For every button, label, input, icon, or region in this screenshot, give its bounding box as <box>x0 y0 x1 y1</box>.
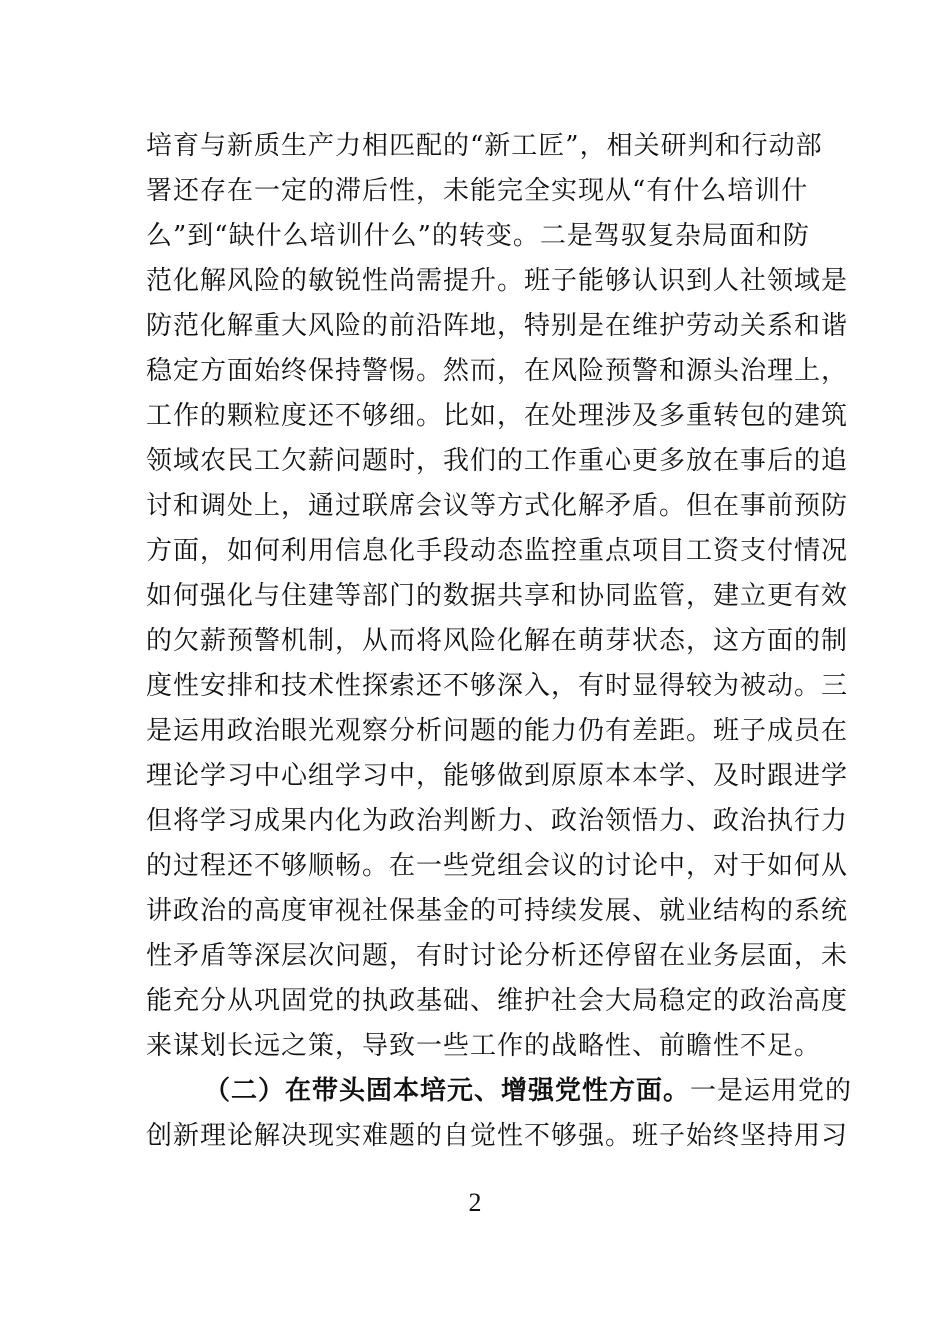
body-line-6: 稳定方面始终保持警惕。然而，在风险预警和源头治理上， <box>146 356 849 386</box>
body-line-9: 讨和调处上，通过联席会议等方式化解矛盾。但在事前预防 <box>146 491 849 521</box>
body-line-1: 培育与新质生产力相匹配的“新工匠”，相关研判和行动部 <box>146 131 823 161</box>
body-line-12: 的欠薪预警机制，从而将风险化解在萌芽状态，这方面的制 <box>146 626 849 656</box>
body-line-8: 领域农民工欠薪问题时，我们的工作重心更多放在事后的追 <box>146 446 849 476</box>
body-line-2: 署还存在一定的滞后性，未能完全实现从“有什么培训什 <box>146 176 809 206</box>
section-heading-line <box>204 1071 853 1111</box>
body-line-7: 工作的颗粒度还不够细。比如，在处理涉及多重转包的建筑 <box>146 401 849 431</box>
body-line-15: 理论学习中心组学习中，能够做到原原本本学、及时跟进学 <box>146 761 849 791</box>
body-line-21: 来谋划长远之策，导致一些工作的战略性、前瞻性不足。 <box>146 1031 822 1061</box>
section-heading-rest: 一是运用党的 <box>690 1076 853 1106</box>
body-line-11: 如何强化与住建等部门的数据共享和协同监管，建立更有效 <box>146 581 849 611</box>
body-line-10: 方面，如何利用信息化手段动态监控重点项目工资支付情况 <box>146 536 849 566</box>
body-line-18: 讲政治的高度审视社保基金的可持续发展、就业结构的系统 <box>146 896 849 926</box>
body-line-4: 范化解风险的敏锐性尚需提升。班子能够认识到人社领域是 <box>146 266 849 296</box>
body-line-14: 是运用政治眼光观察分析问题的能力仍有差距。班子成员在 <box>146 716 849 746</box>
page-number: 2 <box>468 1188 482 1217</box>
body-line-16: 但将学习成果内化为政治判断力、政治领悟力、政治执行力 <box>146 806 849 836</box>
body-line-20: 能充分从巩固党的执政基础、维护社会大局稳定的政治高度 <box>146 986 849 1016</box>
section-heading: （二）在带头固本培元、增强党性方面。 <box>204 1076 691 1106</box>
body-line-5: 防范化解重大风险的前沿阵地，特别是在维护劳动关系和谐 <box>146 311 849 341</box>
body-line-13: 度性安排和技术性探索还不够深入，有时显得较为被动。三 <box>146 671 849 701</box>
body-line-after-heading: 创新理论解决现实难题的自觉性不够强。班子始终坚持用习 <box>146 1121 849 1151</box>
body-line-17: 的过程还不够顺畅。在一些党组会议的讨论中，对于如何从 <box>146 851 849 881</box>
body-line-19: 性矛盾等深层次问题，有时讨论分析还停留在业务层面，未 <box>146 941 849 971</box>
body-line-3: 么”到“缺什么培训什么”的转变。二是驾驭复杂局面和防 <box>146 221 810 251</box>
